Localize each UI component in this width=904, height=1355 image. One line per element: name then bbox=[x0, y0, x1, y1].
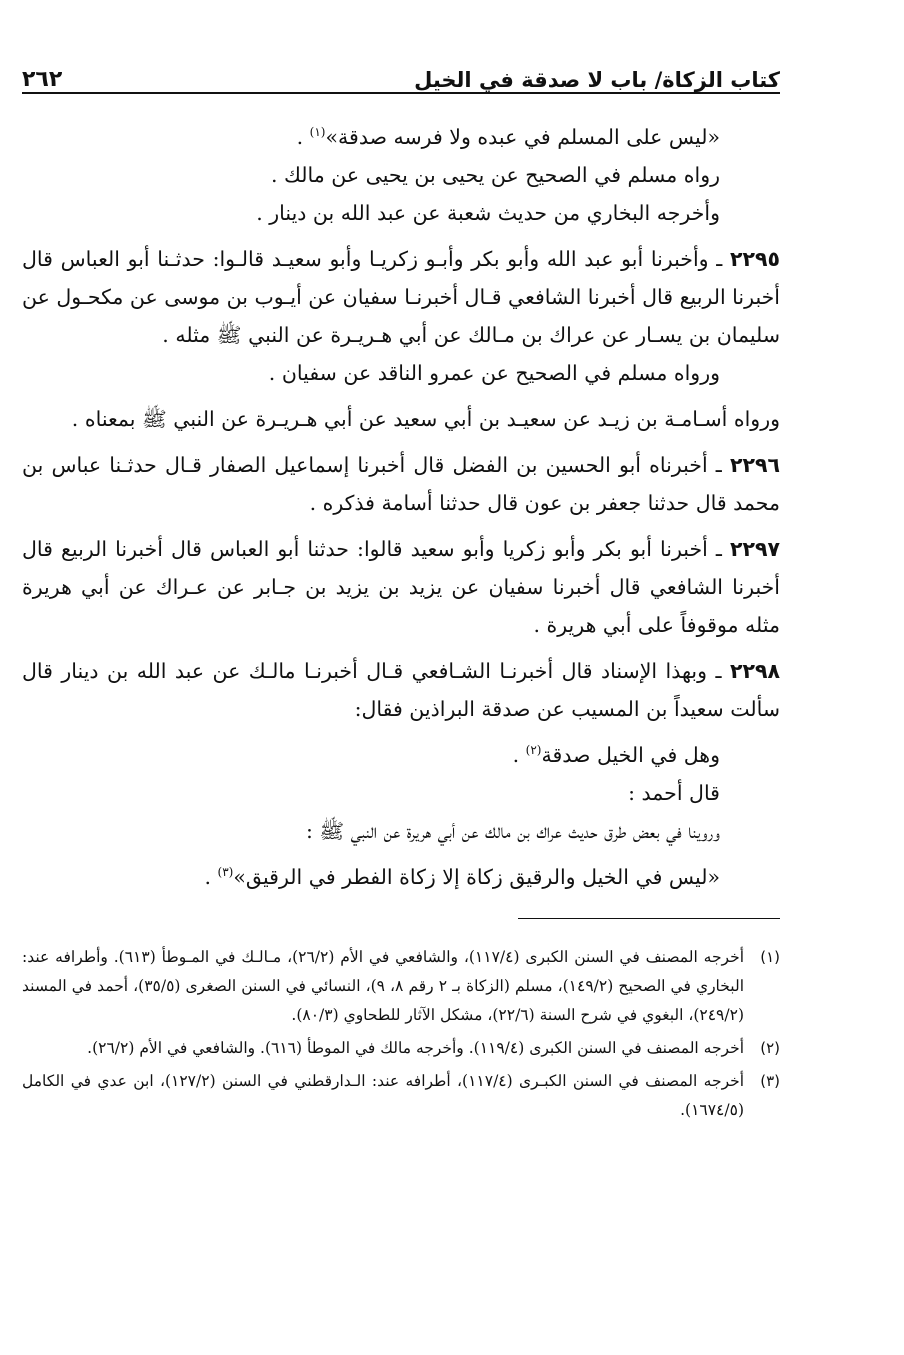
hadith-number: ٢٢٩٥ bbox=[729, 247, 780, 271]
footnote-3 bbox=[22, 1067, 780, 1125]
running-title: كتاب الزكاة/ باب لا صدقة في الخيل bbox=[414, 68, 780, 92]
narration-bukhari: وأخرجه البخاري من حديث شعبة عن عبد الله بن دينار . bbox=[256, 201, 720, 225]
footnote-ref-3[interactable]: (٣) bbox=[217, 865, 234, 880]
narration-usama: ورواه أسـامـة بن زيـد عن سعيـد بن أبي سعيد عن أبي هـريـرة عن النبي ﷺ بمعناه . bbox=[71, 407, 780, 431]
footnote-text: أخرجه المصنف في السنن الكبرى (١١٧/٤)، والشافعي في الأم (٢٦/٢)، مـالـك في المـوطأ (٦١٣). وأطرافه عند: البخاري في الصحيح (١٤٩/٢)، مسلم (الزكاة بـ ٢ رقم ٨، ٩)، النسائي في السنن الصغرى (٣٥/٥)، أحمد في المسند (٢٤٩/٢)، البغوي في شرح السنة (٢٢/٦)، مشكل الآثار للطحاوي (٨٠/٣). bbox=[22, 948, 744, 1024]
footnote-2 bbox=[22, 1034, 780, 1063]
footnote-mark: (٣) bbox=[760, 1072, 780, 1090]
hadith-number: ٢٢٩٦ bbox=[729, 453, 780, 477]
footnote-text: أخرجه المصنف في السنن الكبرى (١١٩/٤). وأخرجه مالك في الموطأ (٦١٦). والشافعي في الأم (٢٦/٢). bbox=[87, 1039, 744, 1057]
hadith-number: ٢٢٩٧ bbox=[729, 537, 780, 561]
footnote-mark: (١) bbox=[760, 948, 780, 966]
hadith-quote-line: «ليس على المسلم في عبده ولا فرسه صدقة»$^{(١)}$ . bbox=[296, 125, 720, 149]
footnote-separator bbox=[518, 918, 780, 919]
riwayat-line: وروينا في بعض طرق حديث عراك بن مالك عن أبي هريرة عن النبي ﷺ : bbox=[305, 819, 720, 843]
page-header bbox=[22, 52, 780, 94]
footnote-1 bbox=[22, 943, 780, 1030]
qala-ahmad: قال أحمد : bbox=[628, 781, 720, 805]
hadith-number: ٢٢٩٨ bbox=[729, 659, 780, 683]
hadith-2295: ٢٢٩٥ ـ وأخبرنا أبو عبد الله وأبو بكر وأبـو زكريـا وأبو سعيـد قالـوا: حدثـنا أبو العباس قال أخبرنا الربيع قال أخبرنا الشافعي قـال أخبرنـا سفيان عن أيـوب بن موسى عن مكحـول عن سليمان بن يسـار عن عراك بن مـالك عن أبي هـريـرة عن النبي ﷺ مثله . bbox=[22, 247, 780, 347]
footnote-text: أخرجه المصنف في السنن الكبـرى (١١٧/٤)، أطرافه عند: الـدارقطني في السنن (١٢٧/٢)، ابن عدي في الكامل (١٦٧٤/٥). bbox=[22, 1072, 745, 1119]
hadith-2298: ٢٢٩٨ ـ وبهذا الإسناد قال أخبرنـا الشـافعي قـال أخبرنـا مالـك عن عبد الله بن دينار قال سألت سعيداً بن المسيب عن صدقة البراذين فقال: bbox=[22, 659, 780, 721]
footnote-ref-1[interactable]: (١) bbox=[309, 125, 326, 140]
footnotes bbox=[22, 943, 780, 1125]
narration-muslim-2: ورواه مسلم في الصحيح عن عمرو الناقد عن سفيان . bbox=[268, 361, 720, 385]
hadith-2297: ٢٢٩٧ ـ أخبرنا أبو بكر وأبو زكريا وأبو سعيد قالوا: حدثنا أبو العباس قال أخبرنا الربيع قال أخبرنا الشافعي قال أخبرنا سفيان عن يزيد بن يزيد بن جـابر عن عـراك عن أبي هريرة مثله موقوفاً على أبي هريرة . bbox=[22, 537, 780, 637]
khayl-question: وهل في الخيل صدقة$^{(٢)}$ . bbox=[512, 743, 720, 767]
footnote-ref-2[interactable]: (٢) bbox=[525, 743, 542, 758]
main-text bbox=[22, 118, 780, 896]
page-number: ٢٦٢ bbox=[22, 67, 63, 92]
footnote-mark: (٢) bbox=[760, 1039, 780, 1057]
hadith-2296: ٢٢٩٦ ـ أخبرناه أبو الحسين بن الفضل قال أخبرنا إسماعيل الصفار قـال حدثـنا عباس بن محمد قال حدثنا جعفر بن عون قال حدثنا أسامة فذكره . bbox=[22, 453, 780, 515]
hadith-quote-line-2: «ليس في الخيل والرقيق زكاة إلا زكاة الفطر في الرقيق»$^{(٣)}$ . bbox=[204, 865, 720, 889]
book-page bbox=[22, 52, 780, 1302]
narration-muslim: رواه مسلم في الصحيح عن يحيى بن يحيى عن مالك . bbox=[270, 163, 720, 187]
